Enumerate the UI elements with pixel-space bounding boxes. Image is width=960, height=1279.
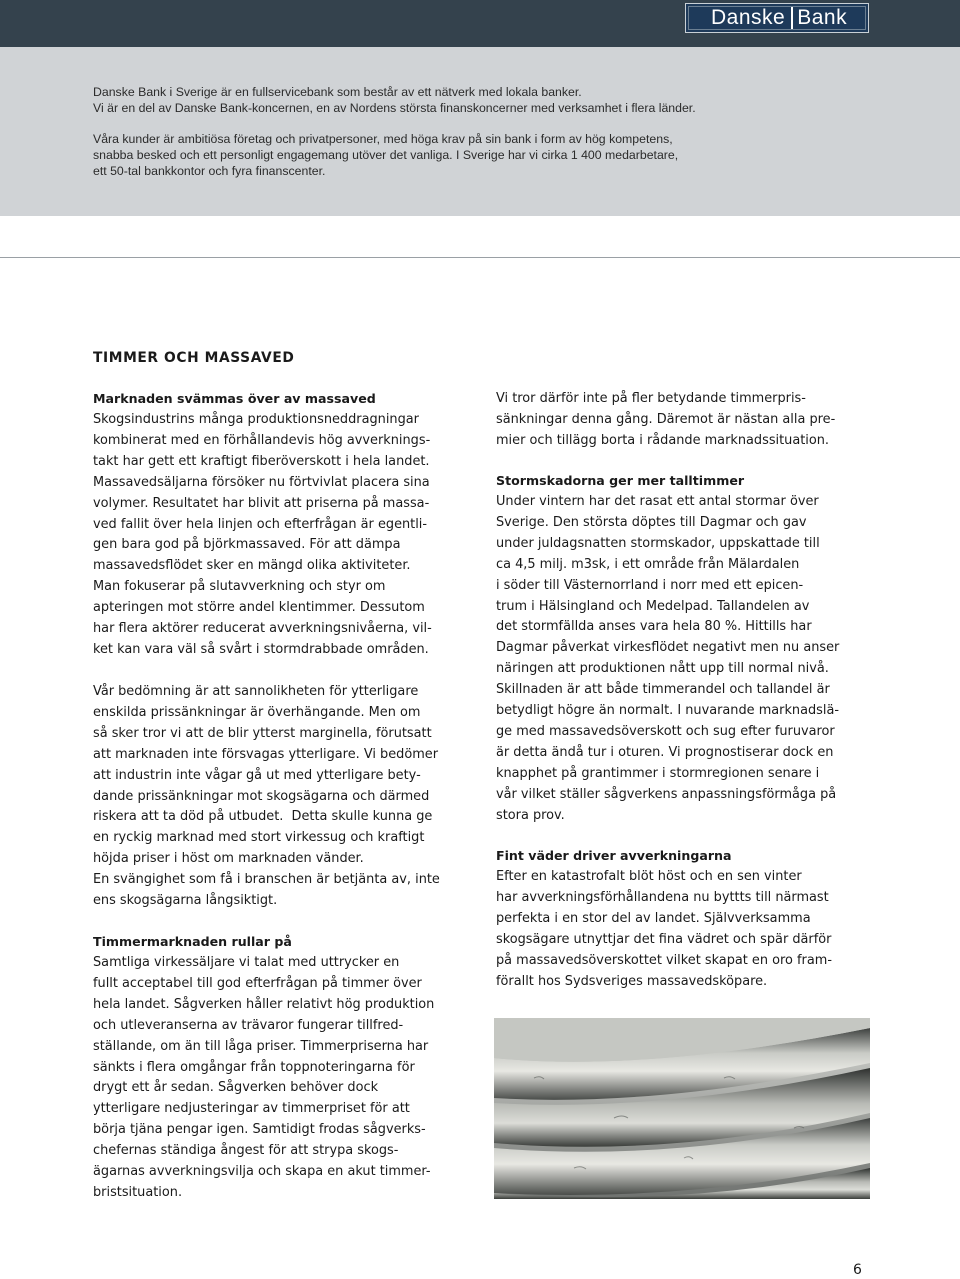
left-body-1: Skogsindustrins många produktionsneddragningar kombinerat med en förhållandevis hög avverknings- takt har gett ett kraftigt fiberöverskott i hela landet. Massavedsäljarna försöker nu förtvivlat placera sina volymer. Resultatet har blivit att priserna på massa- ved fallit över hela linjen och efterfrågan är egentli- gen bara god på björkmassaved. För att dämpa massavedsflödet sker en mängd olika aktiviteter. Man fokuserar på slutavverkning och styr om apteringen mot större andel klentimmer. Dessutom har flera aktörer reducerat avverkningsnivåerna, vil- ket kan vara väl så svårt i stormdrabbade områden. [93,412,432,657]
heading-stormskadorna: Stormskadorna ger mer talltimmer [496,473,745,488]
left-body-3: Samtliga virkessäljare vi talat med uttrycker en fullt acceptabel till god efterfrågan på timmer över hela landet. Sågverken håller relativt hög produktion och utleveranserna av trävaror fungerar tillfred- ställande, om än till låga priser. Timmerpriserna har sänkts i flera omgångar från toppnoteringarna för drygt ett år sedan. Sågverken behöver dock ytterligare nedjusteringar av timmerpriset för att börja tjäna pengar igen. Samtidigt frodas sågverks- chefernas ständiga ångest för att strypa skogs- ägarnas avverkningsvilja och skapa en akut timmer- bristsituation. [93,955,435,1200]
logo-word-bank: Bank [797,6,848,29]
right-body-2: Under vintern har det rasat ett antal stormar över Sverige. Den största döptes till Dagmar och gav under juldagsnatten stormskador, uppskattade till ca 4,5 milj. m3sk, i ett område från Mälardalen i söder till Västernorrland i norr med ett epicen- trum i Hälsingland och Medelpad. Tallandelen av det stormfällda anses vara hela 80 %. Hittills har Dagmar påverkat virkesflödet negativt men nu anser näringen att produktionen nått upp till normal nivå. Skillnaden är att både timmerandel och tallandel är betydligt högre än normalt. I nuvarande marknadslä- ge med massavedsöverskott och sug efter furuvaror är detta ändå tur i oturen. Vi prognostiserar dock en knapphet på grantimmer i stormregionen senare i vår vilket ställer sågverkens anpassningsförmåga på stora prov. [496,494,840,823]
intro-paragraph-2: Våra kunder är ambitiösa företag och privatpersoner, med höga krav på sin bank i form av hög kompetens, snabba besked och ett personligt engagemang utöver det vanliga. I Sverige har vi cirka 1 400 medarbetare, ett 50-tal bankkontor och fyra finanscenter. [93,132,679,179]
logs-photo-illustration [494,1018,870,1199]
left-body-2: Vår bedömning är att sannolikheten för ytterligare enskilda prissänkningar är överhängande. Men om så sker tror vi att de blir ytterst marginella, förutsatt att marknaden inte försvagas ytterligare. Vi bedömer att industrin inte vågar gå ut med ytterligare bety- dande prissänkningar mot skogsägarna och därmed riskera att ta död på utbudet. Detta skulle kunna ge en ryckig marknad med stort virkessug och kraftigt höjda priser i höst om marknaden vänder. En svängighet som få i branschen är betjänta av, inte ens skogsägarna långsiktigt. [93,684,440,909]
header-bar [0,0,960,47]
right-body-1: Vi tror därför inte på fler betydande timmerpris- sänkningar denna gång. Däremot är nästan alla pre- mier och tillägg borta i rådande marknadssituation. [496,391,836,448]
logs-photo [494,1018,870,1199]
article-title: TIMMER OCH MASSAVED [93,350,295,366]
right-body-3: Efter en katastrofalt blöt höst och en sen vinter har avverkningsförhållandena nu byttts till närmast perfekta i en stor del av landet. Självverksamma skogsägare utnyttjar det fina vädret och spär därför på massavedsöverskottet vilket skapat en oro fram- förallt hos Sydsveriges massavedsköpare. [496,869,832,989]
divider-rule [0,257,960,258]
page-number: 6 [853,1262,862,1278]
logo-divider [791,7,793,29]
heading-timmermarknaden: Timmermarknaden rullar på [93,934,292,949]
danske-bank-logo [685,3,869,33]
logo-word-danske: Danske [711,6,786,29]
heading-fint-vader: Fint väder driver avverkningarna [496,848,732,863]
intro-paragraph-1: Danske Bank i Sverige är en fullservicebank som består av ett nätverk med lokala banker. Vi är en del av Danske Bank-koncernen, en av Nordens största finanskoncerner med verksamhet i flera länder. [93,85,696,116]
intro-panel [0,47,960,216]
heading-marknaden: Marknaden svämmas över av massaved [93,391,376,406]
